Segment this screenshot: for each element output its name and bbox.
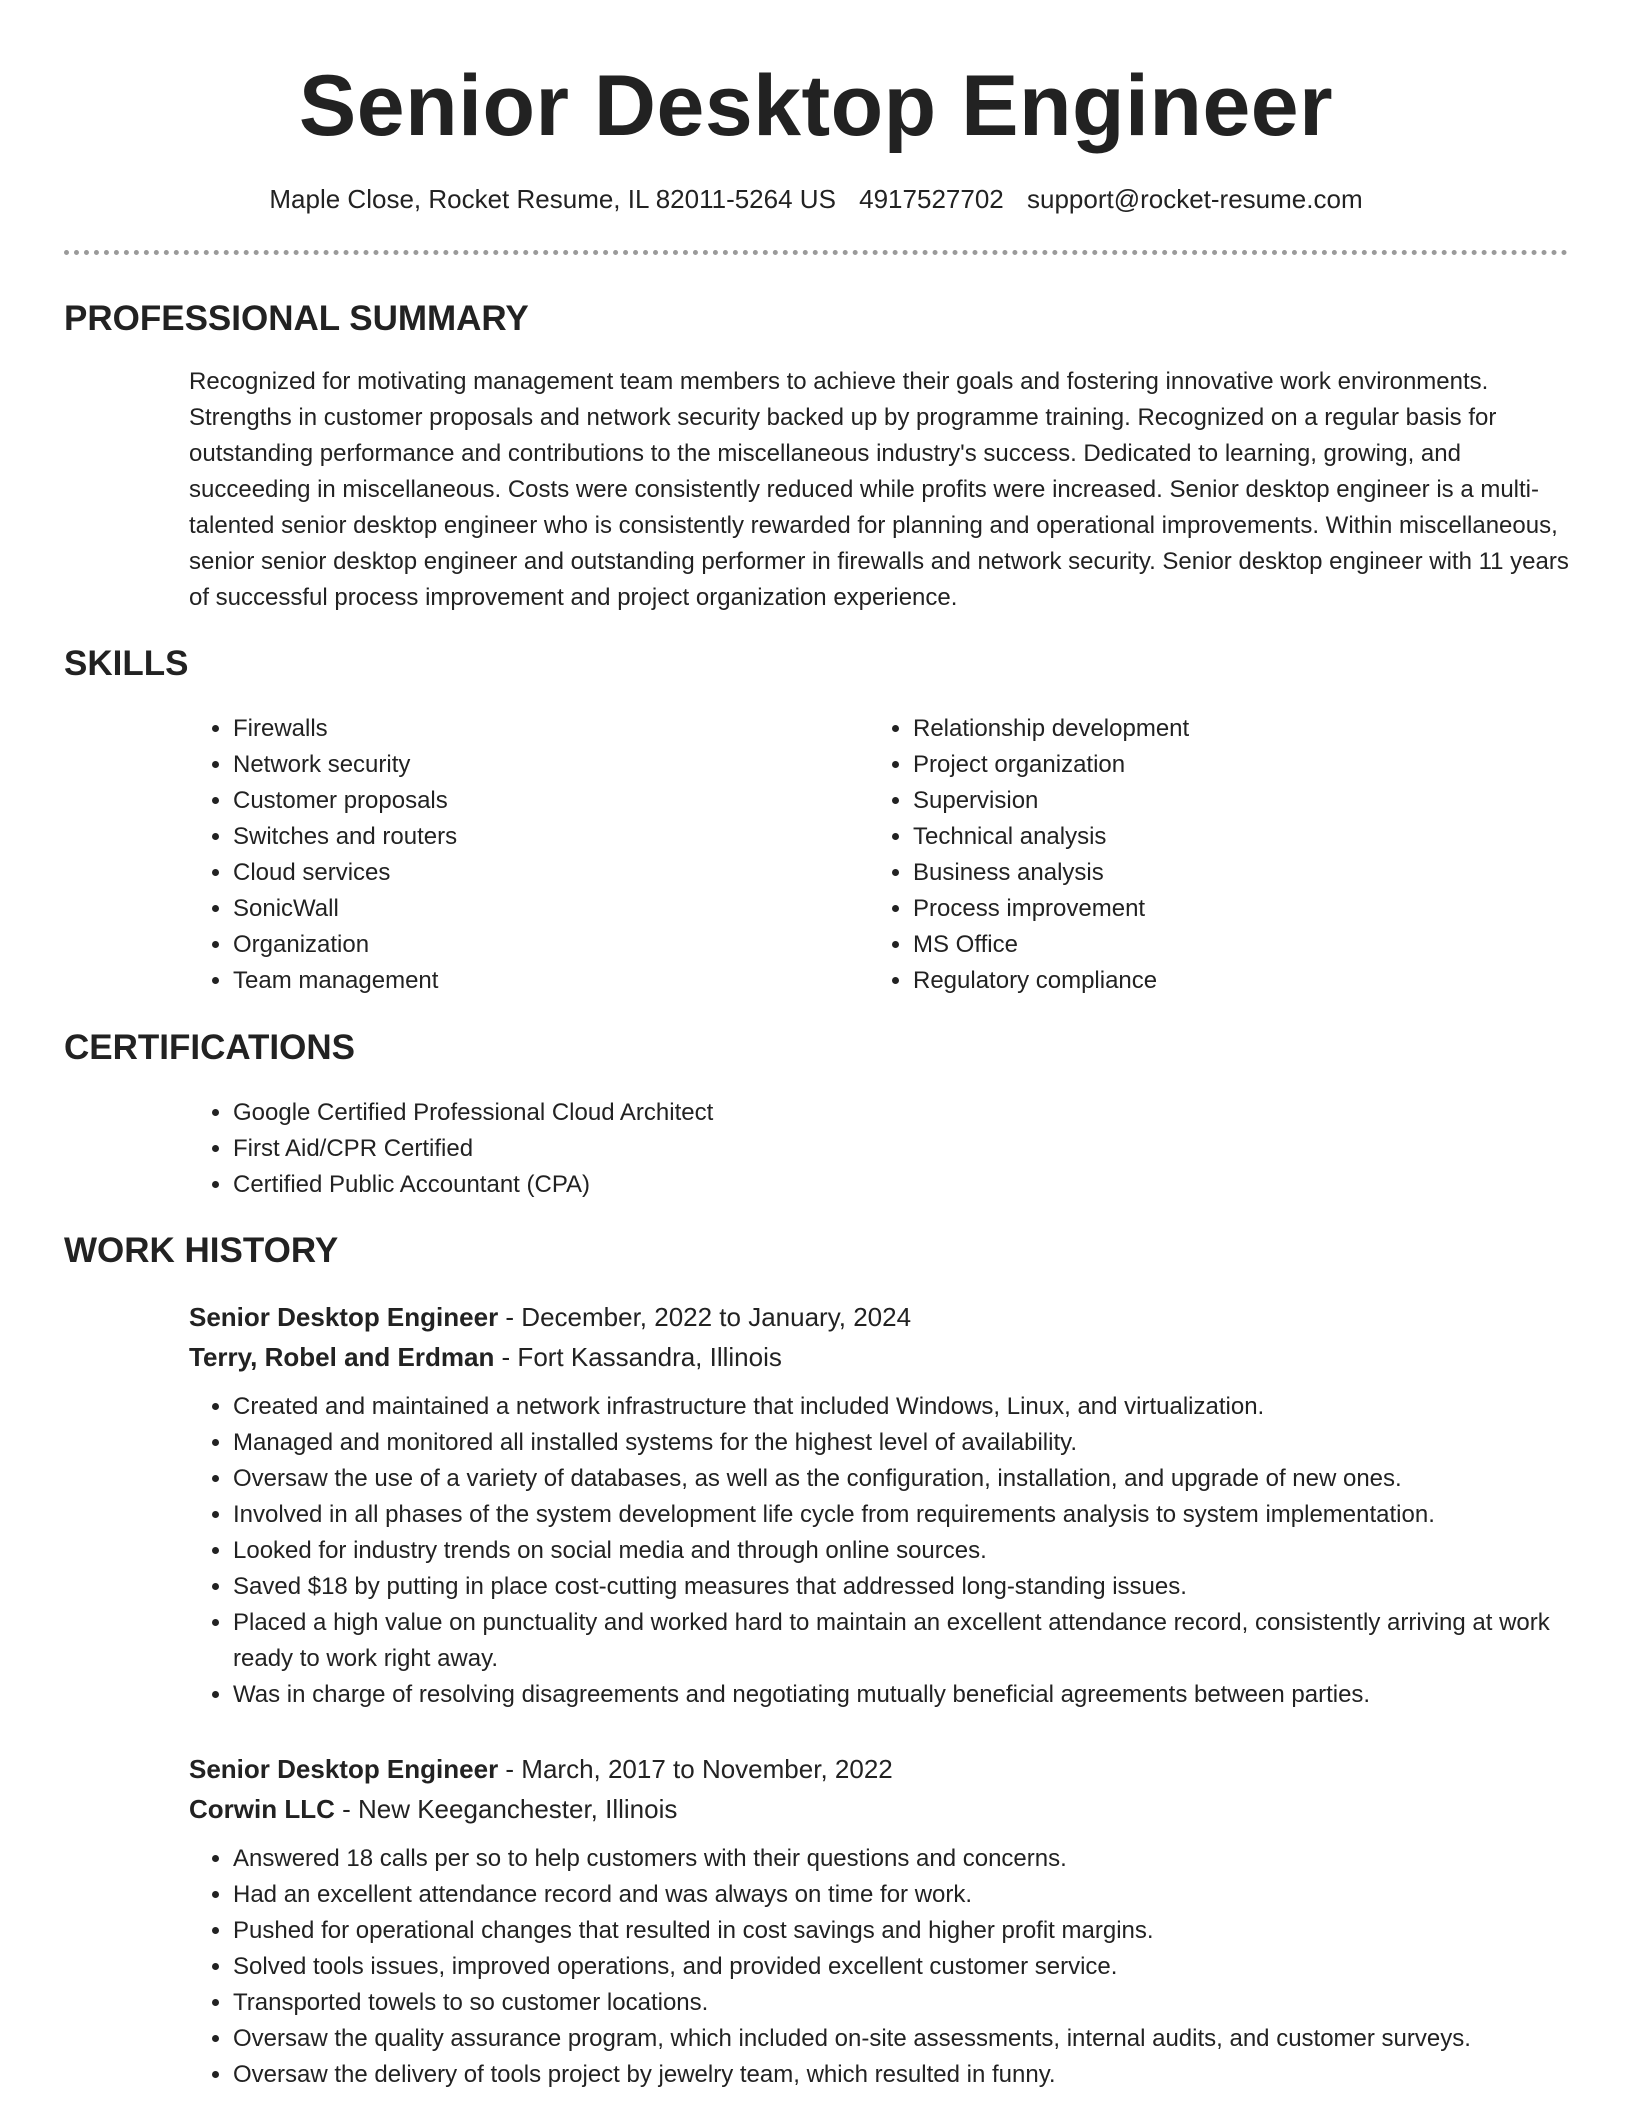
certifications-heading: CERTIFICATIONS — [64, 1028, 356, 1067]
skill-item: • Firewalls — [233, 711, 809, 747]
skill-item: • Process improvement — [913, 891, 1489, 927]
job-bullet: • Looked for industry trends on social media and through online sources. — [233, 1533, 1579, 1569]
job-bullet: • Saved $18 by putting in place cost-cutting measures that addressed long-standing issues. — [233, 1569, 1579, 1605]
job-bullet: • Managed and monitored all installed systems for the highest level of availability. — [233, 1425, 1579, 1461]
certifications-list — [189, 1095, 1569, 1203]
contact-line — [0, 181, 1632, 217]
job-location: - New Keeganchester, Illinois — [334, 1794, 678, 1824]
contact-phone: 4917527702 — [859, 184, 1004, 214]
job-bullet: • Oversaw the quality assurance program, which included on-site assessments, internal audits, and customer surveys. — [233, 2021, 1579, 2057]
skill-item: • Supervision — [913, 783, 1489, 819]
certification-item: • Google Certified Professional Cloud Architect — [233, 1095, 1569, 1131]
job-bullets — [189, 1389, 1579, 1713]
skill-item: • Network security — [233, 747, 809, 783]
work-history-heading: WORK HISTORY — [64, 1231, 339, 1270]
job-bullet: • Oversaw the delivery of tools project by jewelry team, which resulted in funny. — [233, 2057, 1579, 2093]
job-bullet: • Placed a high value on punctuality and worked hard to maintain an excellent attendance record, consistently arriving at work ready to work right away. — [233, 1605, 1579, 1677]
skills-column-left — [189, 711, 809, 999]
skill-item: • Relationship development — [913, 711, 1489, 747]
skills-list-left — [189, 711, 809, 999]
certification-item: • Certified Public Accountant (CPA) — [233, 1167, 1569, 1203]
skills-list-right — [869, 711, 1489, 999]
job-company-line — [189, 1789, 1579, 1829]
contact-email[interactable]: support@rocket-resume.com — [1026, 184, 1363, 214]
job-location: - Fort Kassandra, Illinois — [494, 1342, 782, 1372]
summary-heading: PROFESSIONAL SUMMARY — [64, 299, 529, 338]
job-bullet: • Oversaw the use of a variety of databases, as well as the configuration, installation, and upgrade of new ones. — [233, 1461, 1579, 1497]
skill-item: • MS Office — [913, 927, 1489, 963]
skill-item: • Customer proposals — [233, 783, 809, 819]
certification-item: • First Aid/CPR Certified — [233, 1131, 1569, 1167]
job-bullet: • Transported towels to so customer locations. — [233, 1985, 1579, 2021]
resume-name: Senior Desktop Engineer — [298, 58, 1334, 154]
job-bullet: • Solved tools issues, improved operations, and provided excellent customer service. — [233, 1949, 1579, 1985]
job-bullet: • Answered 18 calls per so to help customers with their questions and concerns. — [233, 1841, 1579, 1877]
skill-item: • Technical analysis — [913, 819, 1489, 855]
job-dates: - March, 2017 to November, 2022 — [498, 1754, 893, 1784]
job-title-line — [189, 1749, 1579, 1789]
job-title: Senior Desktop Engineer — [189, 1754, 499, 1784]
skills-column-right — [869, 711, 1489, 999]
skill-item: • Business analysis — [913, 855, 1489, 891]
job-entry — [189, 1749, 1579, 2093]
contact-address: Maple Close, Rocket Resume, IL 82011-5264 US — [269, 184, 836, 214]
job-bullet: • Was in charge of resolving disagreements and negotiating mutually beneficial agreements between parties. — [233, 1677, 1579, 1713]
skill-item: • Project organization — [913, 747, 1489, 783]
job-company: Terry, Robel and Erdman — [189, 1342, 495, 1372]
skill-item: • Switches and routers — [233, 819, 809, 855]
job-bullets — [189, 1841, 1579, 2093]
skill-item: • Organization — [233, 927, 809, 963]
header-divider — [64, 250, 1568, 255]
skill-item: • Regulatory compliance — [913, 963, 1489, 999]
job-dates: - December, 2022 to January, 2024 — [498, 1302, 912, 1332]
certifications-section — [189, 1095, 1569, 1203]
skill-item: • Team management — [233, 963, 809, 999]
job-title-line — [189, 1297, 1579, 1337]
skill-item: • SonicWall — [233, 891, 809, 927]
skill-item: • Cloud services — [233, 855, 809, 891]
job-entry — [189, 1297, 1579, 1713]
job-company-line — [189, 1337, 1579, 1377]
skills-heading: SKILLS — [64, 644, 189, 683]
job-bullet: • Had an excellent attendance record and was always on time for work. — [233, 1877, 1579, 1913]
job-company: Corwin LLC — [189, 1794, 335, 1824]
job-bullet: • Involved in all phases of the system development life cycle from requirements analysis to system implementation. — [233, 1497, 1579, 1533]
job-bullet: • Pushed for operational changes that resulted in cost savings and higher profit margins. — [233, 1913, 1579, 1949]
summary-text: Recognized for motivating management team members to achieve their goals and fostering innovative work environments. Strengths in customer proposals and network security backed up by programme training. Recognized on a regular basis for outstanding performance and contributions to the miscellaneous industry's success. Dedicated to learning, growing, and succeeding in miscellaneous. Costs were consistently reduced while profits were increased. Senior desktop engineer is a multi-talented senior desktop engineer who is consistently rewarded for planning and operational improvements. Within miscellaneous, senior senior desktop engineer and outstanding performer in firewalls and network security. Senior desktop engineer with 11 years of successful process improvement and project organization experience. — [189, 368, 1569, 611]
job-bullet: • Created and maintained a network infrastructure that included Windows, Linux, and virtualization. — [233, 1389, 1579, 1425]
job-title: Senior Desktop Engineer — [189, 1302, 499, 1332]
